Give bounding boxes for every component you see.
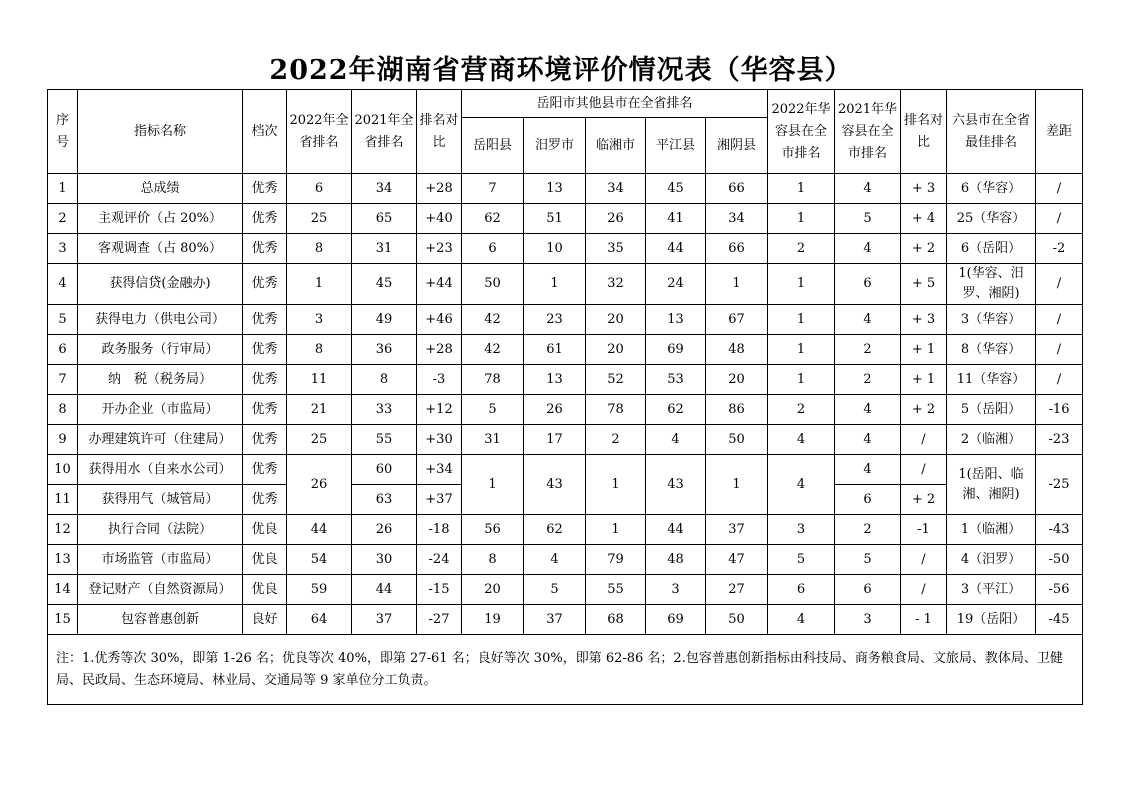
table-row — [48, 545, 1083, 575]
cell-best-rank: 6（华容） — [947, 174, 1036, 204]
cell-county: 50 — [706, 425, 768, 455]
cell-indicator: 获得用气（城管局） — [78, 485, 243, 515]
cell-best-rank: 19（岳阳） — [947, 605, 1036, 635]
cell-county: 44 — [646, 234, 706, 264]
cell-seq: 9 — [48, 425, 78, 455]
cell-county: 55 — [586, 575, 646, 605]
cell-seq: 15 — [48, 605, 78, 635]
cell-city-rank-2022: 1 — [768, 305, 835, 335]
cell-city-rank-2021: 2 — [835, 335, 901, 365]
cell-rank-2022: 3 — [287, 305, 352, 335]
cell-city-rank-compare: + 2 — [901, 485, 947, 515]
cell-grade: 优秀 — [243, 234, 287, 264]
cell-city-rank-2021: 4 — [835, 234, 901, 264]
cell-indicator: 办理建筑许可（住建局） — [78, 425, 243, 455]
cell-gap: -2 — [1036, 234, 1083, 264]
cell-grade: 优良 — [243, 575, 287, 605]
cell-county: 48 — [646, 545, 706, 575]
cell-county: 20 — [586, 335, 646, 365]
cell-county: 17 — [524, 425, 586, 455]
cell-best-rank: 4（汨罗） — [947, 545, 1036, 575]
cell-county: 34 — [586, 174, 646, 204]
cell-county: 42 — [462, 305, 524, 335]
cell-rank-2022: 54 — [287, 545, 352, 575]
cell-city-rank-2021: 5 — [835, 545, 901, 575]
cell-gap: -43 — [1036, 515, 1083, 545]
cell-county: 31 — [462, 425, 524, 455]
cell-indicator: 包容普惠创新 — [78, 605, 243, 635]
cell-indicator: 主观评价（占 20%） — [78, 204, 243, 234]
cell-city-rank-2021: 6 — [835, 575, 901, 605]
cell-rank-2021: 44 — [352, 575, 417, 605]
cell-grade: 优秀 — [243, 485, 287, 515]
cell-county: 1 — [462, 455, 524, 515]
cell-indicator: 获得电力（供电公司） — [78, 305, 243, 335]
cell-indicator: 客观调查（占 80%） — [78, 234, 243, 264]
header-county-group: 岳阳市其他县市在全省排名 — [462, 90, 768, 118]
cell-county: 1 — [524, 264, 586, 305]
cell-county: 86 — [706, 395, 768, 425]
cell-gap: / — [1036, 305, 1083, 335]
cell-city-rank-compare: / — [901, 545, 947, 575]
header-city-rank-2022: 2022年华容县在全市排名 — [768, 90, 835, 174]
cell-indicator: 登记财产（自然资源局） — [78, 575, 243, 605]
cell-city-rank-2022: 3 — [768, 515, 835, 545]
cell-best-rank: 8（华容） — [947, 335, 1036, 365]
cell-city-rank-2022: 6 — [768, 575, 835, 605]
cell-county: 26 — [586, 204, 646, 234]
cell-best-rank: 5（岳阳） — [947, 395, 1036, 425]
cell-county: 19 — [462, 605, 524, 635]
cell-city-rank-compare: + 3 — [901, 305, 947, 335]
header-county: 平江县 — [646, 118, 706, 174]
cell-city-rank-2021: 3 — [835, 605, 901, 635]
cell-rank-compare: -3 — [417, 365, 462, 395]
cell-county: 50 — [462, 264, 524, 305]
cell-rank-2022: 6 — [287, 174, 352, 204]
cell-grade: 优良 — [243, 545, 287, 575]
cell-county: 78 — [462, 365, 524, 395]
cell-city-rank-2021: 2 — [835, 365, 901, 395]
cell-city-rank-2022: 1 — [768, 335, 835, 365]
cell-rank-2021: 8 — [352, 365, 417, 395]
cell-rank-2022: 25 — [287, 425, 352, 455]
cell-seq: 7 — [48, 365, 78, 395]
cell-indicator: 执行合同（法院） — [78, 515, 243, 545]
cell-rank-2022: 59 — [287, 575, 352, 605]
header-city-rank-compare: 排名对比 — [901, 90, 947, 174]
cell-county: 48 — [706, 335, 768, 365]
cell-county: 1 — [586, 515, 646, 545]
cell-county: 4 — [646, 425, 706, 455]
cell-county: 41 — [646, 204, 706, 234]
cell-county: 2 — [586, 425, 646, 455]
cell-city-rank-2022: 1 — [768, 365, 835, 395]
cell-rank-2022: 25 — [287, 204, 352, 234]
cell-city-rank-2021: 6 — [835, 485, 901, 515]
header-city-rank-2021: 2021年华容县在全市排名 — [835, 90, 901, 174]
cell-city-rank-2022: 4 — [768, 455, 835, 515]
cell-rank-2022: 21 — [287, 395, 352, 425]
cell-rank-2022: 26 — [287, 455, 352, 515]
header-county: 岳阳县 — [462, 118, 524, 174]
cell-city-rank-2021: 4 — [835, 425, 901, 455]
cell-indicator: 市场监管（市监局） — [78, 545, 243, 575]
cell-county: 20 — [706, 365, 768, 395]
cell-city-rank-compare: + 2 — [901, 395, 947, 425]
cell-county: 20 — [586, 305, 646, 335]
cell-seq: 5 — [48, 305, 78, 335]
cell-city-rank-2022: 2 — [768, 395, 835, 425]
cell-gap: -23 — [1036, 425, 1083, 455]
table-row — [48, 395, 1083, 425]
cell-city-rank-2022: 4 — [768, 605, 835, 635]
cell-county: 4 — [524, 545, 586, 575]
table-row — [48, 335, 1083, 365]
table-row — [48, 174, 1083, 204]
cell-rank-compare: +44 — [417, 264, 462, 305]
cell-city-rank-compare: + 2 — [901, 234, 947, 264]
cell-seq: 13 — [48, 545, 78, 575]
cell-city-rank-compare: + 5 — [901, 264, 947, 305]
cell-city-rank-2021: 4 — [835, 174, 901, 204]
cell-indicator: 获得用水（自来水公司） — [78, 455, 243, 485]
cell-rank-2021: 63 — [352, 485, 417, 515]
cell-rank-compare: -27 — [417, 605, 462, 635]
page-title: 2022年湖南省营商环境评价情况表（华容县） — [269, 55, 853, 86]
cell-county: 6 — [462, 234, 524, 264]
note-row — [48, 635, 1083, 705]
cell-county: 23 — [524, 305, 586, 335]
cell-seq: 1 — [48, 174, 78, 204]
cell-county: 43 — [524, 455, 586, 515]
cell-rank-2021: 31 — [352, 234, 417, 264]
cell-city-rank-2021: 4 — [835, 395, 901, 425]
header-best-rank: 六县市在全省最佳排名 — [947, 90, 1036, 174]
header-gap: 差距 — [1036, 90, 1083, 174]
cell-county: 13 — [646, 305, 706, 335]
cell-gap: / — [1036, 365, 1083, 395]
cell-best-rank: 3（平江） — [947, 575, 1036, 605]
cell-rank-2021: 49 — [352, 305, 417, 335]
cell-city-rank-compare: / — [901, 575, 947, 605]
cell-rank-2022: 44 — [287, 515, 352, 545]
cell-city-rank-compare: + 1 — [901, 365, 947, 395]
cell-best-rank: 1（临湘） — [947, 515, 1036, 545]
header-indicator: 指标名称 — [78, 90, 243, 174]
cell-rank-compare: -24 — [417, 545, 462, 575]
cell-grade: 优秀 — [243, 455, 287, 485]
cell-grade: 优秀 — [243, 305, 287, 335]
cell-rank-compare: +40 — [417, 204, 462, 234]
cell-county: 69 — [646, 335, 706, 365]
cell-county: 1 — [706, 264, 768, 305]
cell-county: 27 — [706, 575, 768, 605]
cell-gap: -56 — [1036, 575, 1083, 605]
cell-indicator: 开办企业（市监局） — [78, 395, 243, 425]
cell-county: 67 — [706, 305, 768, 335]
cell-rank-2022: 8 — [287, 335, 352, 365]
cell-county: 1 — [706, 455, 768, 515]
cell-grade: 优秀 — [243, 204, 287, 234]
cell-rank-2021: 34 — [352, 174, 417, 204]
cell-best-rank: 3（华容） — [947, 305, 1036, 335]
cell-gap: / — [1036, 335, 1083, 365]
cell-indicator: 获得信贷(金融办) — [78, 264, 243, 305]
cell-county: 13 — [524, 365, 586, 395]
cell-best-rank: 2（临湘） — [947, 425, 1036, 455]
cell-grade: 优秀 — [243, 365, 287, 395]
cell-county: 3 — [646, 575, 706, 605]
cell-county: 10 — [524, 234, 586, 264]
cell-seq: 10 — [48, 455, 78, 485]
cell-gap: / — [1036, 204, 1083, 234]
cell-seq: 8 — [48, 395, 78, 425]
cell-county: 42 — [462, 335, 524, 365]
table-row — [48, 605, 1083, 635]
cell-rank-compare: -18 — [417, 515, 462, 545]
cell-best-rank: 1(岳阳、临湘、湘阴) — [947, 455, 1036, 515]
cell-rank-2022: 1 — [287, 264, 352, 305]
table-row — [48, 365, 1083, 395]
cell-rank-compare: +30 — [417, 425, 462, 455]
cell-best-rank: 11（华容） — [947, 365, 1036, 395]
cell-gap: -16 — [1036, 395, 1083, 425]
cell-seq: 2 — [48, 204, 78, 234]
cell-rank-2021: 55 — [352, 425, 417, 455]
cell-seq: 12 — [48, 515, 78, 545]
cell-city-rank-compare: - 1 — [901, 605, 947, 635]
cell-indicator: 纳 税（税务局） — [78, 365, 243, 395]
cell-county: 37 — [524, 605, 586, 635]
cell-city-rank-2022: 2 — [768, 234, 835, 264]
cell-rank-compare: +28 — [417, 174, 462, 204]
cell-city-rank-2022: 1 — [768, 204, 835, 234]
cell-rank-compare: +34 — [417, 455, 462, 485]
header-seq: 序号 — [48, 90, 78, 174]
cell-rank-2021: 33 — [352, 395, 417, 425]
cell-rank-compare: +37 — [417, 485, 462, 515]
cell-county: 61 — [524, 335, 586, 365]
table-row — [48, 455, 1083, 485]
cell-county: 5 — [524, 575, 586, 605]
cell-gap: -25 — [1036, 455, 1083, 515]
header-rank-2021: 2021年全省排名 — [352, 90, 417, 174]
table-row — [48, 264, 1083, 305]
cell-best-rank: 1(华容、汨罗、湘阴) — [947, 264, 1036, 305]
cell-rank-2021: 30 — [352, 545, 417, 575]
cell-county: 24 — [646, 264, 706, 305]
cell-county: 7 — [462, 174, 524, 204]
cell-county: 44 — [646, 515, 706, 545]
cell-rank-2021: 60 — [352, 455, 417, 485]
cell-county: 32 — [586, 264, 646, 305]
cell-county: 62 — [524, 515, 586, 545]
cell-rank-2022: 11 — [287, 365, 352, 395]
cell-seq: 3 — [48, 234, 78, 264]
cell-county: 78 — [586, 395, 646, 425]
header-county: 湘阴县 — [706, 118, 768, 174]
table-row — [48, 234, 1083, 264]
cell-county: 35 — [586, 234, 646, 264]
cell-county: 20 — [462, 575, 524, 605]
cell-county: 34 — [706, 204, 768, 234]
cell-county: 56 — [462, 515, 524, 545]
cell-rank-2021: 65 — [352, 204, 417, 234]
cell-city-rank-2021: 5 — [835, 204, 901, 234]
cell-city-rank-2021: 2 — [835, 515, 901, 545]
cell-grade: 良好 — [243, 605, 287, 635]
cell-city-rank-compare: + 4 — [901, 204, 947, 234]
cell-grade: 优秀 — [243, 425, 287, 455]
cell-rank-2021: 37 — [352, 605, 417, 635]
cell-grade: 优秀 — [243, 174, 287, 204]
cell-city-rank-compare: + 1 — [901, 335, 947, 365]
cell-rank-compare: +46 — [417, 305, 462, 335]
cell-gap: -45 — [1036, 605, 1083, 635]
cell-county: 62 — [646, 395, 706, 425]
header-grade: 档次 — [243, 90, 287, 174]
table-row — [48, 575, 1083, 605]
cell-gap: -50 — [1036, 545, 1083, 575]
cell-city-rank-compare: / — [901, 425, 947, 455]
cell-rank-2022: 8 — [287, 234, 352, 264]
cell-city-rank-2022: 4 — [768, 425, 835, 455]
cell-county: 13 — [524, 174, 586, 204]
header-rank-2022: 2022年全省排名 — [287, 90, 352, 174]
cell-city-rank-2022: 1 — [768, 264, 835, 305]
header-county: 汨罗市 — [524, 118, 586, 174]
cell-indicator: 政务服务（行审局） — [78, 335, 243, 365]
cell-city-rank-compare: / — [901, 455, 947, 485]
cell-rank-compare: -15 — [417, 575, 462, 605]
cell-best-rank: 25（华容） — [947, 204, 1036, 234]
cell-county: 79 — [586, 545, 646, 575]
cell-grade: 优秀 — [243, 335, 287, 365]
header-county: 临湘市 — [586, 118, 646, 174]
cell-grade: 优秀 — [243, 264, 287, 305]
cell-city-rank-compare: + 3 — [901, 174, 947, 204]
cell-county: 45 — [646, 174, 706, 204]
table-row — [48, 204, 1083, 234]
cell-county: 66 — [706, 234, 768, 264]
cell-county: 47 — [706, 545, 768, 575]
cell-county: 53 — [646, 365, 706, 395]
cell-gap: / — [1036, 174, 1083, 204]
cell-county: 66 — [706, 174, 768, 204]
cell-rank-2021: 45 — [352, 264, 417, 305]
cell-city-rank-2022: 1 — [768, 174, 835, 204]
cell-rank-compare: +28 — [417, 335, 462, 365]
cell-grade: 优秀 — [243, 395, 287, 425]
cell-county: 8 — [462, 545, 524, 575]
cell-county: 43 — [646, 455, 706, 515]
cell-seq: 6 — [48, 335, 78, 365]
cell-city-rank-2021: 6 — [835, 264, 901, 305]
cell-rank-compare: +12 — [417, 395, 462, 425]
cell-county: 37 — [706, 515, 768, 545]
cell-seq: 14 — [48, 575, 78, 605]
cell-county: 1 — [586, 455, 646, 515]
cell-county: 68 — [586, 605, 646, 635]
cell-county: 51 — [524, 204, 586, 234]
table-note: 注：1.优秀等次 30%，即第 1-26 名；优良等次 40%，即第 27-61 名；良好等次 30%，即第 62-86 名；2.包容普惠创新指标由科技局、商务粮食局、文旅局、教体局、卫健局、民政局、生态环境局、林业局、交通局等 9 家单位分工负责。 — [48, 635, 1083, 705]
cell-best-rank: 6（岳阳） — [947, 234, 1036, 264]
cell-grade: 优良 — [243, 515, 287, 545]
table-row — [48, 305, 1083, 335]
header-rank-compare: 排名对比 — [417, 90, 462, 174]
table-row — [48, 425, 1083, 455]
cell-city-rank-compare: -1 — [901, 515, 947, 545]
cell-county: 52 — [586, 365, 646, 395]
cell-seq: 11 — [48, 485, 78, 515]
cell-city-rank-2021: 4 — [835, 305, 901, 335]
cell-gap: / — [1036, 264, 1083, 305]
header-row-1 — [48, 90, 1083, 118]
cell-seq: 4 — [48, 264, 78, 305]
table-row — [48, 515, 1083, 545]
cell-county: 26 — [524, 395, 586, 425]
cell-indicator: 总成绩 — [78, 174, 243, 204]
cell-county: 69 — [646, 605, 706, 635]
cell-city-rank-2021: 4 — [835, 455, 901, 485]
cell-rank-2021: 26 — [352, 515, 417, 545]
cell-county: 5 — [462, 395, 524, 425]
cell-county: 50 — [706, 605, 768, 635]
cell-rank-2022: 64 — [287, 605, 352, 635]
cell-rank-compare: +23 — [417, 234, 462, 264]
cell-city-rank-2022: 5 — [768, 545, 835, 575]
cell-county: 62 — [462, 204, 524, 234]
evaluation-table — [47, 89, 1083, 705]
cell-rank-2021: 36 — [352, 335, 417, 365]
